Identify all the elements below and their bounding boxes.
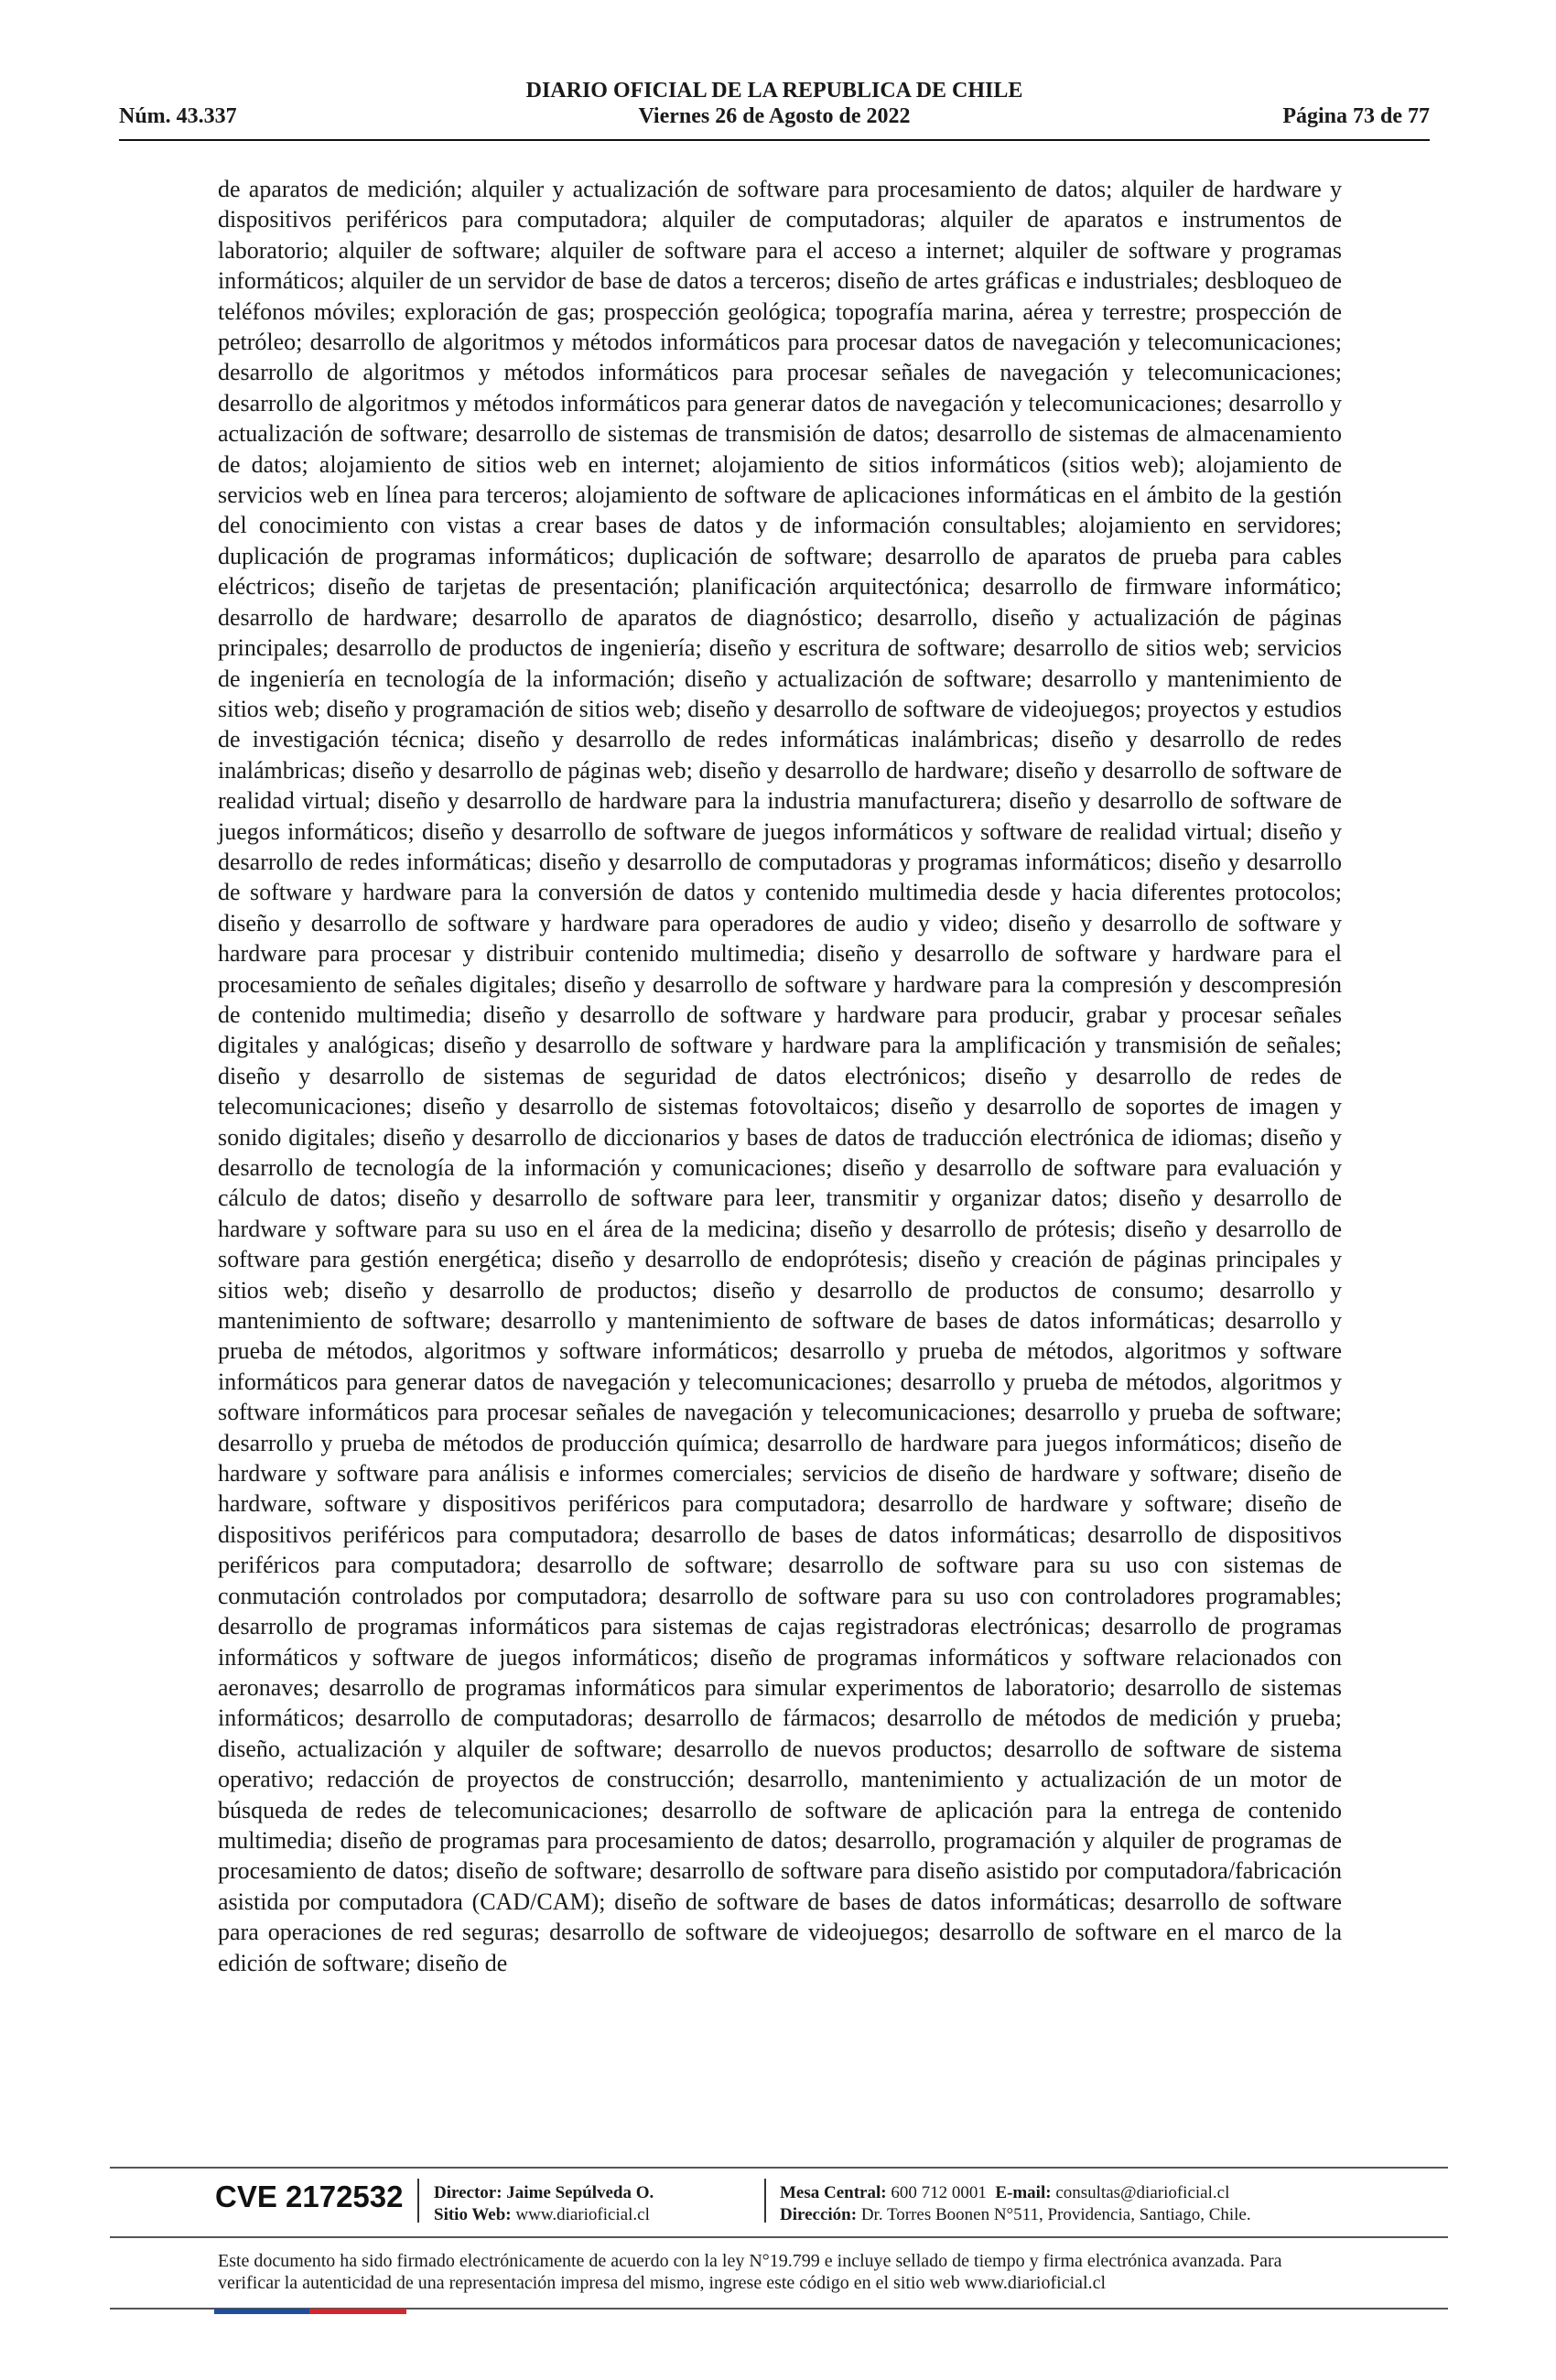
body-paragraph: de aparatos de medición; alquiler y actualización de software para procesamiento de datos; alquiler de hardware y dispositivos periféricos para computadora; alquiler de computadoras; alquiler de aparatos e instrumentos de laboratorio; alquiler de software; alquiler de software para el acceso a internet; alquiler de software y programas informáticos; alquiler de un servidor de base de datos a terceros; diseño de artes gráficas e industriales; desbloqueo de teléfonos móviles; exploración de gas; prospección geológica; topografía marina, aérea y terrestre; prospección de petróleo; desarrollo de algoritmos y métodos informáticos para procesar datos de navegación y telecomunicaciones; desarrollo de algoritmos y métodos informáticos para procesar señales de navegación y telecomunicaciones; desarrollo de algoritmos y métodos informáticos para generar datos de navegación y telecomunicaciones; desarrollo y actualización de software; desarrollo de sistemas de transmisión de datos; desarrollo de sistemas de almacenamiento de datos; alojamiento de sitios web en internet; alojamiento de sitios informáticos (sitios web); alojamiento de servicios web en línea para terceros; alojamiento de software de aplicaciones informáticas en el ámbito de la gestión del conocimiento con vistas a crear bases de datos y de información consultables; alojamiento en servidores; duplicación de programas informáticos; duplicación de software; desarrollo de aparatos de prueba para cables eléctricos; diseño de tarjetas de presentación; planificación arquitectónica; desarrollo de firmware informático; desarrollo de hardware; desarrollo de aparatos de diagnóstico; desarrollo, diseño y actualización de páginas principales; desarrollo de productos de ingeniería; diseño y escritura de software; desarrollo de sitios web; servicios de ingeniería en tecnología de la información; diseño y actualización de software; desarrollo y mantenimiento de sitios web; diseño y programación de sitios web; diseño y desarrollo de software de videojuegos; proyectos y estudios de investigación técnica; diseño y desarrollo de redes informáticas inalámbricas; diseño y desarrollo de redes inalámbricas; diseño y desarrollo de páginas web; diseño y desarrollo de hardware; diseño y desarrollo de software de realidad virtual; diseño y desarrollo de hardware para la industria manufacturera; diseño y desarrollo de software de juegos informáticos; diseño y desarrollo de software de juegos informáticos y software de realidad virtual; diseño y desarrollo de redes informáticas; diseño y desarrollo de computadoras y programas informáticos; diseño y desarrollo de software y hardware para la conversión de datos y contenido multimedia desde y hacia diferentes protocolos; diseño y desarrollo de software y hardware para operadores de audio y video; diseño y desarrollo de software y hardware para procesar y distribuir contenido multimedia; diseño y desarrollo de software y hardware para el procesamiento de señales digitales; diseño y desarrollo de software y hardware para la compresión y descompresión de contenido multimedia; diseño y desarrollo de software y hardware para producir, grabar y procesar señales digitales y analógicas; diseño y desarrollo de software y hardware para la amplificación y transmisión de señales; diseño y desarrollo de sistemas de seguridad de datos electrónicos; diseño y desarrollo de redes de telecomunicaciones; diseño y desarrollo de sistemas fotovoltaicos; diseño y desarrollo de soportes de imagen y sonido digitales; diseño y desarrollo de diccionarios y bases de datos de traducción electrónica de idiomas; diseño y desarrollo de tecnología de la información y comunicaciones; diseño y desarrollo de software para evaluación y cálculo de datos; diseño y desarrollo de software para leer, transmitir y organizar datos; diseño y desarrollo de hardware y software para su uso en el área de la medicina; diseño y desarrollo de prótesis; diseño y desarrollo de software para gestión energética; diseño y desarrollo de endoprótesis; diseño y creación de páginas principales y sitios web; diseño y desarrollo de productos; diseño y desarrollo de productos de consumo; desarrollo y mantenimiento de software; desarrollo y mantenimiento de software de bases de datos informáticas; desarrollo y prueba de métodos, algoritmos y software informáticos; desarrollo y prueba de métodos, algoritmos y software informáticos para generar datos de navegación y telecomunicaciones; desarrollo y prueba de métodos, algoritmos y software informáticos para procesar señales de navegación y telecomunicaciones; desarrollo y prueba de software; desarrollo y prueba de métodos de producción química; desarrollo de hardware para juegos informáticos; diseño de hardware y software para análisis e informes comerciales; servicios de diseño de hardware y software; diseño de hardware, software y dispositivos periféricos para computadora; desarrollo de hardware y software; diseño de dispositivos periféricos para computadora; desarrollo de bases de datos informáticas; desarrollo de dispositivos periféricos para computadora; desarrollo de software; desarrollo de software para su uso con sistemas de conmutación controlados por computadora; desarrollo de software para su uso con controladores programables; desarrollo de programas informáticos para sistemas de cajas registradoras electrónicas; desarrollo de programas informáticos y software de juegos informáticos; diseño de programas informáticos y software relacionados con aeronaves; desarrollo de programas informáticos para simular experimentos de laboratorio; desarrollo de sistemas informáticos; desarrollo de computadoras; desarrollo de fármacos; desarrollo de métodos de medición y prueba; diseño, actualización y alquiler de software; desarrollo de nuevos productos; desarrollo de software de sistema operativo; redacción de proyectos de construcción; desarrollo, mantenimiento y actualización de un motor de búsqueda de redes de telecomunicaciones; desarrollo de software de aplicación para la entrega de contenido multimedia; diseño de programas para procesamiento de datos; desarrollo, programación y alquiler de programas de procesamiento de datos; diseño de software; desarrollo de software para diseño asistido por computadora/fabricación asistida por computadora (CAD/CAM); diseño de software de bases de datos informáticas; desarrollo de software para operaciones de red seguras; desarrollo de software de videojuegos; desarrollo de software en el marco de la edición de software; diseño de [218,176,1342,1976]
flag-stripe-blue [214,2309,309,2314]
website-link[interactable]: www.diarioficial.cl [515,2205,650,2224]
footer-divider-top [110,2167,1448,2169]
address-label: Dirección: [780,2205,858,2224]
page-header [119,73,1430,146]
email-link[interactable]: consultas@diarioficial.cl [1055,2183,1230,2202]
footer-separator [417,2179,419,2223]
cve-code: CVE 2172532 [215,2180,404,2213]
phone-label: Mesa Central: [780,2183,887,2202]
director-name: Jaime Sepúlveda O. [506,2183,654,2202]
footer-separator [764,2179,766,2223]
phone-value: 600 712 0001 [891,2183,987,2202]
header-divider [119,139,1430,141]
page-number: Página 73 de 77 [1282,104,1430,128]
director-label: Director: [434,2183,502,2202]
director-block [434,2182,654,2226]
issue-date: Viernes 26 de Agosto de 2022 [638,104,911,128]
footer-divider-mid [110,2236,1448,2238]
email-label: E-mail: [995,2183,1052,2202]
contact-block [780,2182,1251,2226]
website-label: Sitio Web: [434,2205,512,2224]
address-value: Dr. Torres Boonen N°511, Providencia, Santiago, Chile. [860,2205,1251,2224]
legal-notice: Este documento ha sido firmado electrónicamente de acuerdo con la ley N°19.799 e incluye sellado de tiempo y firma electrónica avanzada. Para verificar la autenticidad de una representación impresa del mismo, ingrese este código en el sitio web www.diarioficial.cl [218,2251,1282,2293]
issue-number: Núm. 43.337 [119,104,237,128]
flag-stripe-red [309,2309,406,2314]
publication-title: DIARIO OFICIAL DE LA REPUBLICA DE CHILE [525,79,1023,103]
